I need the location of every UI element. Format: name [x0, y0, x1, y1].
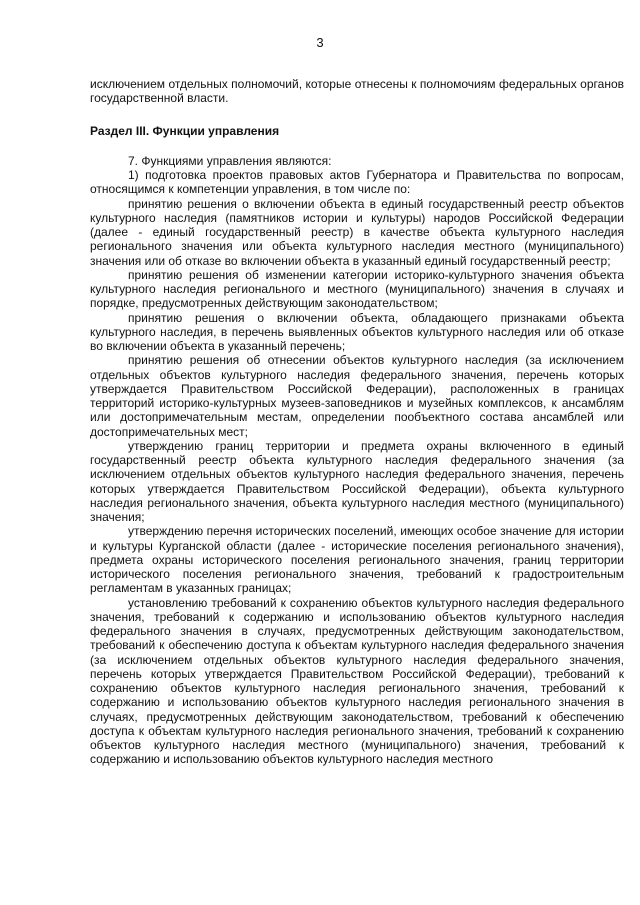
page-number: 3 — [316, 35, 324, 50]
paragraph-subitem: утверждению границ территории и предмета охраны включенного в единый государственный реестр объекта культурного наследия федерального значения (за исключением отдельных объектов культурного наследия федерального значения, перечень которых утверждается Правительством Российской Федерации), объекта культурного наследия регионального значения, объекта культурного наследия местного (муниципального) значения; — [90, 438, 624, 524]
paragraph-subitem: принятию решения об отнесении объектов культурного наследия (за исключением отдельных объектов культурного наследия федерального значения, перечень которых утверждается Правительством Российской Федерации), расположенных в границах территорий историко-культурных музеев-заповедников и музейных комплексов, к ансамблям или достопримечательным местам, определении пообъектного состава ансамблей или достопримечательных мест; — [90, 353, 624, 439]
paragraph-functions-intro: 7. Функциями управления являются: — [128, 153, 332, 168]
paragraph-subitem: принятию решения о включении объекта, обладающего признаками объекта культурного наследия, в перечень выявленных объектов культурного наследия или об отказе во включении объекта в указанный перечень; — [90, 310, 624, 353]
paragraph-item-1: 1) подготовка проектов правовых актов Губернатора и Правительства по вопросам, относящимся к компетенции управления, в том числе по: — [90, 168, 624, 197]
paragraph-continuation: исключением отдельных полномочий, которые отнесены к полномочиям федеральных органов государственной власти. — [90, 77, 624, 106]
section-heading: Раздел III. Функции управления — [90, 123, 280, 138]
paragraph-subitem: утверждению перечня исторических поселений, имеющих особое значение для истории и культуры Курганской области (далее - исторические поселения регионального значения), предмета охраны исторического поселения регионального значения, границ территории исторического поселения регионального значения, требований к градостроительным регламентам в указанных границах; — [90, 524, 624, 596]
paragraph-subitem: принятию решения об изменении категории историко-культурного значения объекта культурного наследия регионального и местного (муниципального) значения в случаях и порядке, предусмотренных действующим законодательством; — [90, 267, 624, 311]
document-body — [90, 77, 624, 767]
paragraph-subitem: установлению требований к сохранению объектов культурного наследия федерального значения, требований к содержанию и использованию объектов культурного наследия федерального значения в случаях, предусмотренных действующим законодательством, требований к обеспечению доступа к объектам культурного наследия федерального значения (за исключением отдельных объектов культурного наследия федерального значения, перечень которых утверждается Правительством Российской Федерации), требований к сохранению объектов культурного наследия регионального значения, требований к содержанию и использованию объектов культурного наследия регионального значения в случаях, предусмотренных действующим законодательством, требований к обеспечению доступа к объектам культурного наследия регионального значения, требований к сохранению объектов культурного наследия местного (муниципального) значения, требований к содержанию и использованию объектов культурного наследия местного — [90, 595, 624, 767]
paragraph-subitem: принятию решения о включении объекта в единый государственный реестр объектов культурного наследия (памятников истории и культуры) народов Российской Федерации (далее - единый государственный реестр) в качестве объекта культурного наследия регионального значения или объекта культурного наследия местного (муниципального) значения или об отказе во включении объекта в указанный единый государственный реестр; — [90, 196, 624, 268]
